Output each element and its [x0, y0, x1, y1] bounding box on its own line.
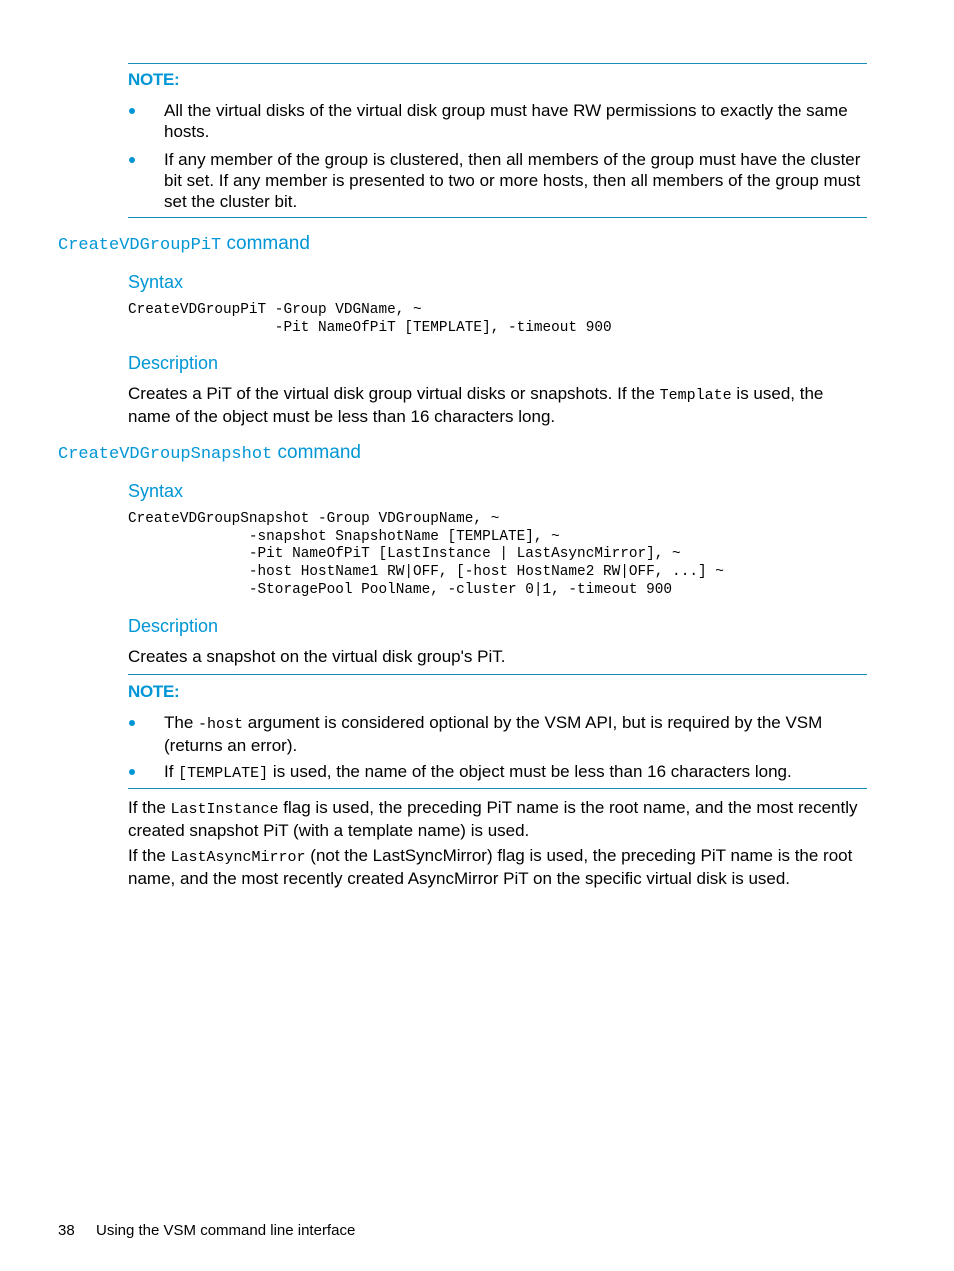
bullet-icon — [129, 157, 135, 163]
syntax-heading: Syntax — [128, 272, 184, 292]
command-name: CreateVDGroupSnapshot — [58, 445, 273, 464]
note-bullet: All the virtual disks of the virtual disk group must have RW permissions to exactly the same hosts. — [164, 101, 848, 141]
section-title — [58, 442, 361, 464]
inline-code: LastInstance — [170, 801, 279, 818]
description-text: Creates a PiT of the virtual disk group virtual disks or snapshots. If the Template is used, the name of the object must be less than 16 characters long. — [128, 384, 824, 426]
syntax-code-block: CreateVDGroupSnapshot -Group VDGroupName, ~ -snapshot SnapshotName [TEMPLATE], ~ -Pit NameOfPiT [LastInstance | LastAsyncMirror], ~ -host HostName1 RW|OFF, [-host HostName2 RW|OFF, ...] ~ -StoragePool PoolName, -cluster 0|1, -timeout 900 — [128, 511, 724, 598]
body-paragraph: If the LastAsyncMirror (not the LastSyncMirror) flag is used, the preceding PiT name is the root name, and the most recently created AsyncMirror PiT on the specific virtual disk is used. — [128, 846, 853, 888]
inline-code: [TEMPLATE] — [178, 765, 269, 782]
body-paragraph: If the LastInstance flag is used, the preceding PiT name is the root name, and the most recently created snapshot PiT (with a template name) is used. — [128, 798, 858, 840]
command-name: CreateVDGroupPiT — [58, 236, 222, 255]
description-heading: Description — [128, 616, 219, 636]
note-bullet: If [TEMPLATE] is used, the name of the object must be less than 16 characters long. — [164, 762, 792, 782]
bullet-icon — [129, 769, 135, 775]
inline-code: LastAsyncMirror — [170, 849, 306, 866]
description-text: Creates a snapshot on the virtual disk group's PiT. — [128, 647, 506, 666]
syntax-heading: Syntax — [128, 481, 184, 501]
bullet-icon — [129, 720, 135, 726]
note-bottom-rule — [128, 788, 867, 789]
command-suffix: command — [272, 442, 361, 463]
note-top-rule — [128, 63, 867, 64]
note-label: NOTE: — [128, 70, 180, 89]
page-number: 38 — [58, 1222, 75, 1239]
syntax-code-block: CreateVDGroupPiT -Group VDGName, ~ -Pit NameOfPiT [TEMPLATE], -timeout 900 — [128, 302, 612, 336]
note-bullet: If any member of the group is clustered, then all members of the group must have the cluster bit set. If any member is presented to two or more hosts, then all members of the group must set the cluster bit. — [164, 150, 861, 211]
note-label: NOTE: — [128, 682, 180, 701]
bullet-icon — [129, 108, 135, 114]
command-suffix: command — [221, 233, 310, 254]
description-heading: Description — [128, 353, 219, 373]
inline-code: Template — [659, 387, 732, 404]
note-top-rule — [128, 674, 867, 675]
section-title — [58, 233, 310, 255]
footer-title: Using the VSM command line interface — [96, 1222, 356, 1239]
note-bottom-rule — [128, 217, 867, 218]
inline-code: -host — [198, 716, 244, 733]
note-bullet: The -host argument is considered optional by the VSM API, but is required by the VSM (returns an error). — [164, 713, 823, 755]
